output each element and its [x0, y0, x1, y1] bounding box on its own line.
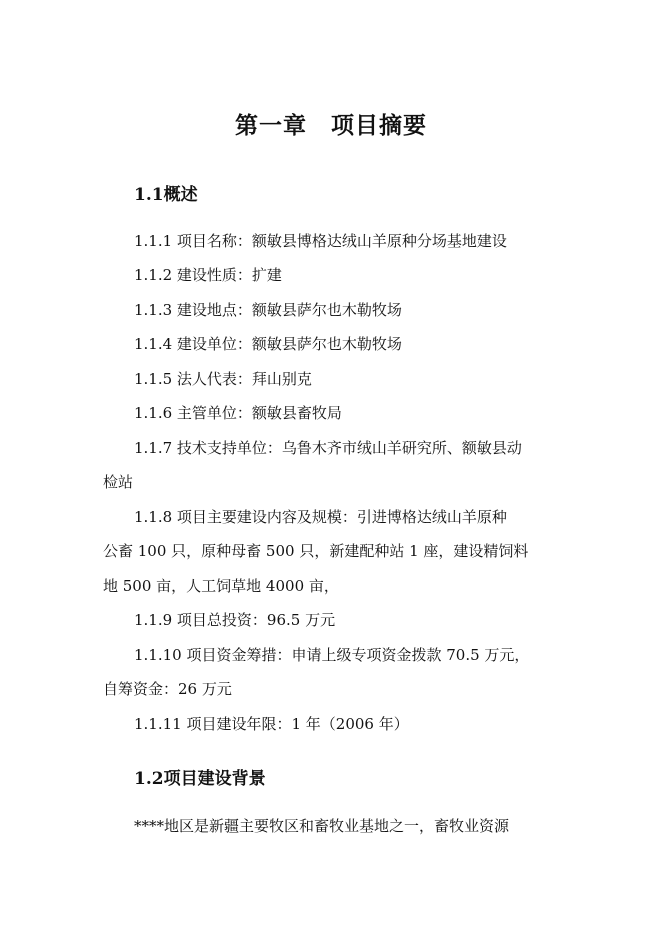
item-construction-site: 1.1.3 建设地点：额敏县萨尔也木勒牧场 — [134, 301, 402, 319]
section-heading-background: 1.2项目建设背景 — [134, 769, 266, 789]
item-technical-support-cont: 检站 — [103, 473, 134, 491]
item-construction-scope: 1.1.8 项目主要建设内容及规模：引进博格达绒山羊原种 — [134, 508, 507, 526]
item-fund-raising-cont: 自筹资金：26 万元 — [103, 680, 232, 698]
section-heading-overview: 1.1概述 — [134, 185, 198, 205]
item-supervising-unit: 1.1.6 主管单位：额敏县畜牧局 — [134, 404, 342, 422]
item-construction-period: 1.1.11 项目建设年限：1 年（2006 年） — [134, 715, 409, 733]
item-construction-scope-cont-2: 地 500 亩，人工饲草地 4000 亩， — [103, 577, 339, 595]
item-construction-scope-cont-1: 公畜 100 只，原种母畜 500 只，新建配种站 1 座，建设精饲料 — [103, 542, 529, 560]
item-legal-representative: 1.1.5 法人代表：拜山别克 — [134, 370, 312, 388]
item-construction-nature: 1.1.2 建设性质：扩建 — [134, 266, 282, 284]
item-total-investment: 1.1.9 项目总投资：96.5 万元 — [134, 611, 336, 629]
background-paragraph-line: ****地区是新疆主要牧区和畜牧业基地之一，畜牧业资源 — [134, 817, 510, 835]
item-fund-raising: 1.1.10 项目资金筹措：申请上级专项资金拨款 70.5 万元， — [134, 646, 530, 664]
page-title: 第一章 项目摘要 — [235, 112, 427, 139]
item-technical-support: 1.1.7 技术支持单位：乌鲁木齐市绒山羊研究所、额敏县动 — [134, 439, 522, 457]
item-project-name: 1.1.1 项目名称：额敏县博格达绒山羊原种分场基地建设 — [134, 232, 507, 250]
item-construction-unit: 1.1.4 建设单位：额敏县萨尔也木勒牧场 — [134, 335, 402, 353]
